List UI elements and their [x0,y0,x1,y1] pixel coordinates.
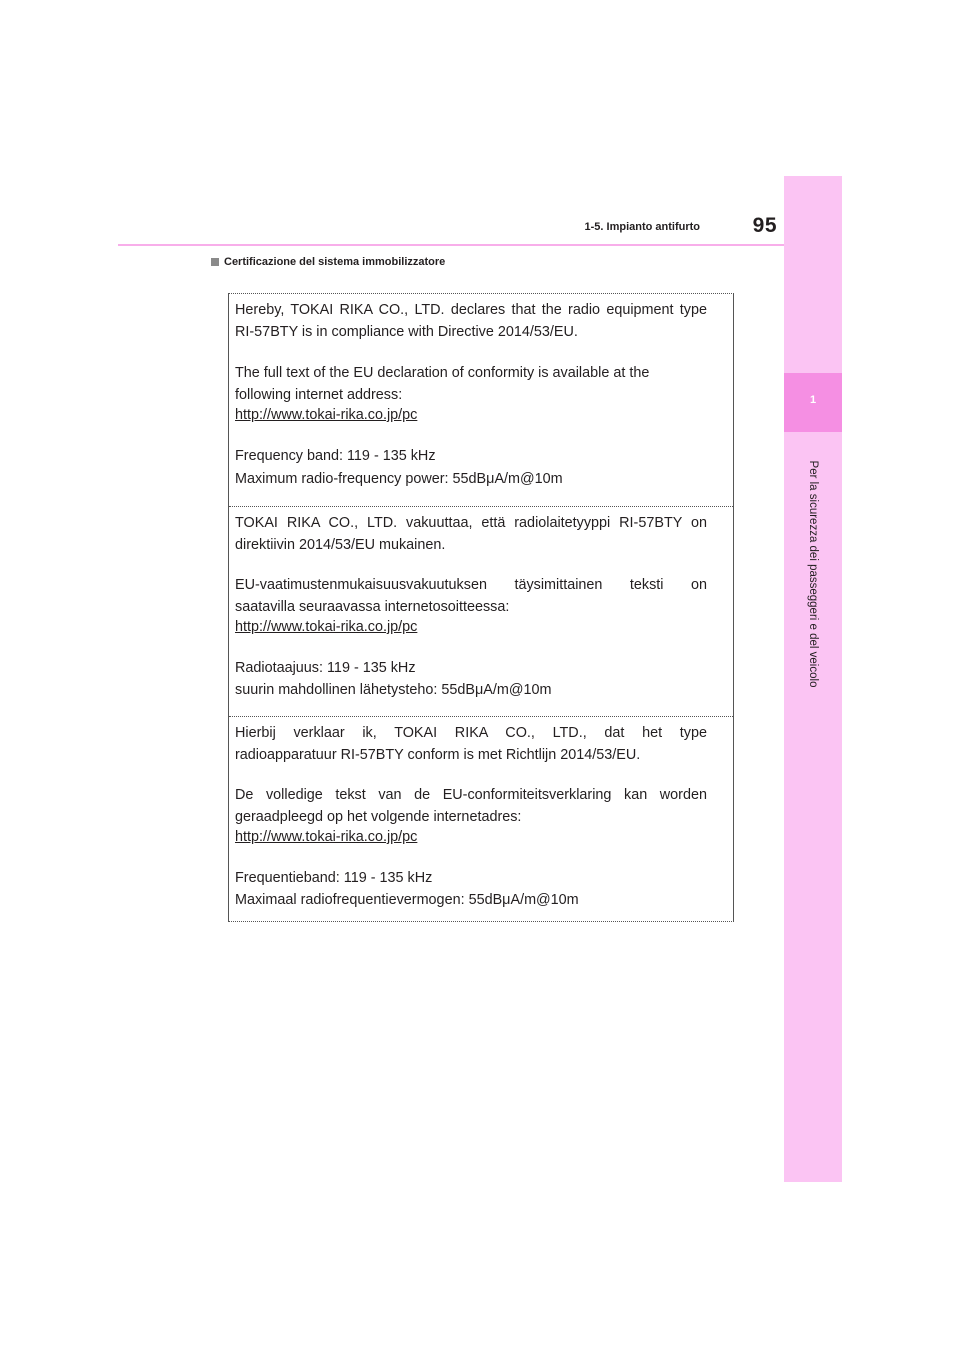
square-bullet-icon [211,258,219,266]
declaration-line: EU-vaatimustenmukaisuusvakuutuksen täysimittainen teksti on [235,577,707,593]
declaration-line: Frequency band: 119 - 135 kHz [235,448,436,464]
declaration-link[interactable]: http://www.tokai-rika.co.jp/pc [235,407,418,423]
declaration-line: The full text of the EU declaration of conformity is available at the [235,365,650,381]
declaration-block-en [229,294,733,506]
declaration-line: Hereby, TOKAI RIKA CO., LTD. declares that the radio equipment type [235,302,707,318]
certification-box [228,293,734,922]
subheading-text: Certificazione del sistema immobilizzatore [224,256,446,268]
declaration-line: suurin mahdollinen lähetysteho: 55dBμA/m@10m [235,682,552,698]
page-number: 95 [752,214,777,237]
declaration-line: following internet address: [235,387,403,403]
declaration-line: De volledige tekst van de EU-conformiteitsverklaring kan worden [235,787,707,803]
declaration-line: Hierbij verklaar ik, TOKAI RIKA CO., LTD., dat het type [235,725,707,741]
declaration-link[interactable]: http://www.tokai-rika.co.jp/pc [235,829,418,845]
declaration-line: Radiotaajuus: 119 - 135 kHz [235,660,416,676]
declaration-line: TOKAI RIKA CO., LTD. vakuuttaa, että radiolaitetyyppi RI-57BTY on [235,515,707,531]
declaration-line: Maximaal radiofrequentievermogen: 55dBμA/m@10m [235,892,579,908]
section-label: 1-5. Impianto antifurto [584,221,700,233]
declaration-block-nl [229,716,733,922]
declaration-block-fi [229,506,733,716]
chapter-title: Per la sicurezza dei passeggeri e del veicolo [807,460,819,688]
declaration-link[interactable]: http://www.tokai-rika.co.jp/pc [235,619,418,635]
declaration-line: radioapparatuur RI-57BTY conform is met Richtlijn 2014/53/EU. [235,747,641,763]
declaration-line: Maximum radio-frequency power: 55dBμA/m@10m [235,471,563,487]
chapter-number: 1 [809,394,817,406]
declaration-line: geraadpleegd op het volgende internetadres: [235,809,522,825]
subheading [211,256,445,268]
declaration-line: Frequentieband: 119 - 135 kHz [235,870,433,886]
declaration-line: saatavilla seuraavassa internetosoitteessa: [235,599,510,615]
declaration-line: RI-57BTY is in compliance with Directive 2014/53/EU. [235,324,578,340]
declaration-line: direktiivin 2014/53/EU mukainen. [235,537,446,553]
header-rule [118,244,784,246]
chapter-marker [784,373,842,432]
